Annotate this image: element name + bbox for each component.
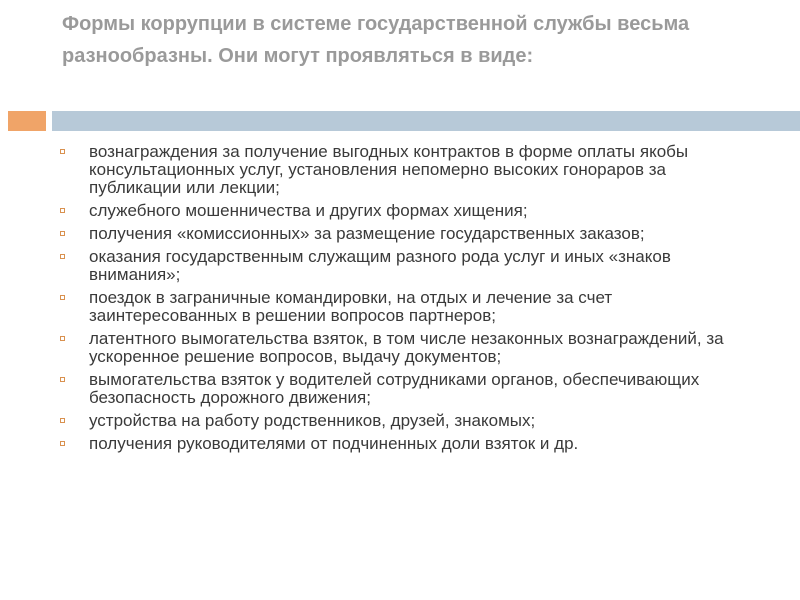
list-item-text: устройства на работу родственников, друзей, знакомых; [89,411,536,430]
list-item [60,412,750,430]
list-item [60,143,750,197]
list-item-text: вознаграждения за получение выгодных контрактов в форме оплаты якобы консультационных услуг, установления непомерно высоких гонораров за публикации или лекции; [89,142,689,197]
square-bullet-icon [60,208,65,213]
list-item [60,289,750,325]
square-bullet-icon [60,254,65,259]
square-bullet-icon [60,418,65,423]
bullet-list [60,143,750,458]
square-bullet-icon [60,231,65,236]
list-item-text: получения руководителями от подчиненных доли взяток и др. [89,434,579,453]
square-bullet-icon [60,295,65,300]
list-item-text: латентного вымогательства взяток, в том числе незаконных вознаграждений, за ускоренное решение вопросов, выдачу документов; [89,329,724,366]
list-item [60,330,750,366]
list-item-text: поездок в заграничные командировки, на отдых и лечение за счет заинтересованных в решении вопросов партнеров; [89,288,613,325]
list-item [60,435,750,453]
list-item-text: служебного мошенничества и других формах хищения; [89,201,528,220]
square-bullet-icon [60,377,65,382]
square-bullet-icon [60,441,65,446]
list-item [60,202,750,220]
list-item-text: вымогательства взяток у водителей сотрудниками органов, обеспечивающих безопасность дорожного движения; [89,370,700,407]
list-item-text: оказания государственным служащим разного рода услуг и иных «знаков внимания»; [89,247,671,284]
list-item [60,371,750,407]
accent-bar [8,111,46,131]
slide-title: Формы коррупции в системе государственной службы весьма разнообразны. Они могут проявляться в виде: [62,13,690,67]
list-item [60,248,750,284]
list-item-text: получения «комиссионных» за размещение государственных заказов; [89,224,645,243]
list-item [60,225,750,243]
square-bullet-icon [60,336,65,341]
header-band [52,111,800,131]
square-bullet-icon [60,149,65,154]
